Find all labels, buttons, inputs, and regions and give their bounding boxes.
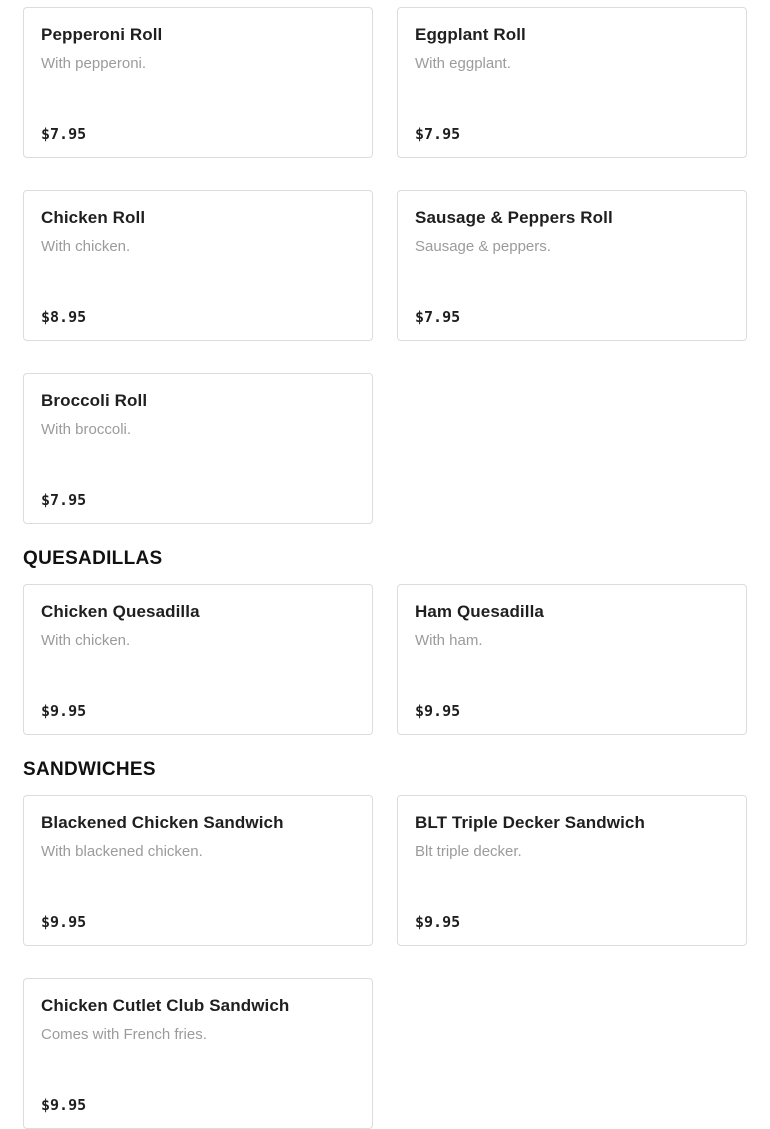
menu-item-price: $7.95 [41,491,87,509]
menu-item-price: $8.95 [41,308,87,326]
menu-item-name: Eggplant Roll [415,25,526,44]
menu-items-grid [23,795,747,1129]
menu-section [23,759,747,1129]
menu-item-card[interactable] [397,795,747,946]
menu-item-card[interactable] [23,978,373,1129]
menu-items-grid [23,584,747,735]
menu-item-price: $7.95 [41,125,87,143]
menu-item-name: Chicken Cutlet Club Sandwich [41,996,290,1015]
menu-item-price: $9.95 [41,702,87,720]
menu-item-name: Ham Quesadilla [415,602,544,621]
menu-item-card[interactable] [397,7,747,158]
menu-item-description: With eggplant. [415,54,511,72]
menu-item-card[interactable] [23,373,373,524]
menu-item-description: Sausage & peppers. [415,237,551,255]
menu-item-price: $9.95 [415,913,461,931]
menu-item-price: $7.95 [415,125,461,143]
menu-item-description: With ham. [415,631,483,649]
menu-item-description: Blt triple decker. [415,842,522,860]
menu-item-card[interactable] [23,584,373,735]
menu-item-description: With chicken. [41,631,131,649]
menu-item-name: Blackened Chicken Sandwich [41,813,284,832]
menu-item-price: $9.95 [415,702,461,720]
menu-item-card[interactable] [23,795,373,946]
menu-item-name: Chicken Roll [41,208,146,227]
menu-item-card[interactable] [397,190,747,341]
menu-item-price: $9.95 [41,1096,87,1114]
menu-item-card[interactable] [397,584,747,735]
menu-section [23,548,747,735]
menu-item-description: With chicken. [41,237,131,255]
menu-item-name: BLT Triple Decker Sandwich [415,813,645,832]
menu-item-name: Broccoli Roll [41,391,148,410]
menu-item-price: $9.95 [41,913,87,931]
menu-item-price: $7.95 [415,308,461,326]
menu-item-card[interactable] [23,190,373,341]
menu-section [23,7,747,524]
menu-item-description: Comes with French fries. [41,1025,207,1043]
section-heading: QUESADILLAS [23,548,163,569]
menu-item-name: Sausage & Peppers Roll [415,208,613,227]
menu-items-grid [23,7,747,524]
menu-item-description: With broccoli. [41,420,132,438]
section-heading: SANDWICHES [23,759,156,780]
menu-item-name: Chicken Quesadilla [41,602,200,621]
menu-item-description: With blackened chicken. [41,842,203,860]
menu-item-description: With pepperoni. [41,54,147,72]
menu-item-card[interactable] [23,7,373,158]
menu-item-name: Pepperoni Roll [41,25,163,44]
